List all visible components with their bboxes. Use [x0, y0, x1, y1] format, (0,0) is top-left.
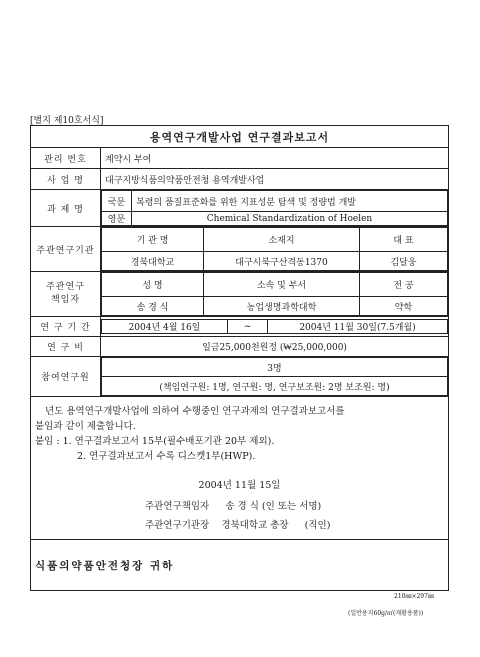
project-label: 사 업 명 [31, 169, 101, 190]
staff-count: 3명 [102, 358, 448, 377]
paper-size: 210㎜×297㎜ [394, 593, 434, 600]
institution-header-name: 기 관 명 [102, 228, 204, 252]
topic-label: 과 제 명 [31, 190, 101, 227]
signature-institution [35, 518, 444, 533]
project-row [31, 169, 449, 190]
staff-label: 참여연구원 [31, 357, 101, 397]
researcher-label [31, 272, 101, 317]
period-end: 2004년 11월 30일(7.5개월) [268, 320, 448, 334]
addressee: 식품의약품안전청장 귀하 [31, 540, 449, 591]
topic-kr-value: 복령의 품질표준화를 위한 지표성분 탐색 및 정량법 개발 [132, 191, 448, 212]
attachment-2: 2. 연구결과보고서 수록 디스켓1부(HWP). [77, 450, 256, 462]
researcher-label-line2: 책임자 [50, 295, 81, 305]
researcher-department: 농업생명과학대학 [204, 297, 360, 316]
topic-row [31, 190, 449, 227]
signature-researcher-name: 송 경 식 [225, 500, 259, 512]
period-label: 연 구 기 간 [31, 317, 101, 337]
form-number-label: [별지 제10호서식] [30, 116, 104, 126]
topic-inner [101, 190, 448, 226]
researcher-header-name: 성 명 [102, 273, 204, 297]
researcher-label-line1: 주관연구 [46, 282, 85, 292]
cost-row [31, 337, 449, 357]
institution-label: 주관연구기관 [31, 227, 101, 272]
submission-body [31, 397, 449, 540]
period-start: 2004년 4월 16일 [102, 320, 228, 334]
topic-en-label: 영문 [102, 212, 132, 226]
cost-label: 연 구 비 [31, 337, 101, 357]
researcher-header-major: 전 공 [360, 273, 448, 297]
period-row [31, 317, 449, 337]
project-value: 대구지방식품의약품안전청 용역개발사업 [101, 169, 449, 190]
signature-researcher-mark: (인 또는 서명) [261, 500, 322, 512]
institution-header-location: 소재지 [204, 228, 360, 252]
topic-en-value: Chemical Standardization of Hoelen [132, 212, 448, 226]
management-row [31, 148, 449, 169]
signature-institution-role: 주관연구기관장 [145, 519, 210, 531]
report-title: 용역연구개발사업 연구결과보고서 [31, 126, 449, 148]
institution-header-representative: 대 표 [360, 228, 448, 252]
cost-value: 일금25,000천원정 (₩25,000,000) [101, 337, 449, 357]
researcher-inner [101, 272, 448, 316]
submission-date: 2004년 11월 15일 [198, 479, 281, 491]
staff-row [31, 357, 449, 397]
signature-researcher [35, 499, 444, 514]
researcher-major: 약학 [360, 297, 448, 316]
researcher-header-department: 소속 및 부서 [204, 273, 360, 297]
staff-inner [101, 357, 448, 396]
title-row [31, 126, 449, 148]
signature-institution-mark: (직인) [304, 519, 331, 531]
management-value: 계약시 부여 [101, 148, 449, 169]
researcher-row [31, 272, 449, 317]
attachment-1: 붙임 : 1. 연구결과보고서 15부(필수배포기관 20부 제외). [35, 435, 275, 447]
institution-row [31, 227, 449, 272]
researcher-name: 송 경 식 [102, 297, 204, 316]
body-line-1: 년도 용역연구개발사업에 의하여 수행중인 연구과제의 연구결과보고서를 [45, 405, 345, 417]
topic-kr-label: 국문 [102, 191, 132, 212]
period-inner [101, 319, 448, 334]
body-line-2: 붙임과 같이 제출합니다. [35, 420, 136, 432]
paper-note: (일반용지60g/㎡(재활용품)) [348, 610, 424, 617]
institution-inner [101, 227, 448, 271]
institution-name: 경북대학교 [102, 252, 204, 271]
signature-researcher-role: 주관연구책임자 [145, 500, 210, 512]
body-row [31, 397, 449, 540]
institution-location: 대구시북구산격동1370 [204, 252, 360, 271]
period-tilde: ~ [228, 320, 268, 334]
signature-institution-name: 경북대학교 총장 [221, 519, 289, 531]
report-form [30, 125, 449, 591]
management-label: 관리 번호 [31, 148, 101, 169]
staff-detail: (책임연구원: 1명, 연구원: 명, 연구보조원: 2명 보조원: 명) [102, 377, 448, 396]
institution-representative: 김달웅 [360, 252, 448, 271]
addressee-row [31, 540, 449, 591]
